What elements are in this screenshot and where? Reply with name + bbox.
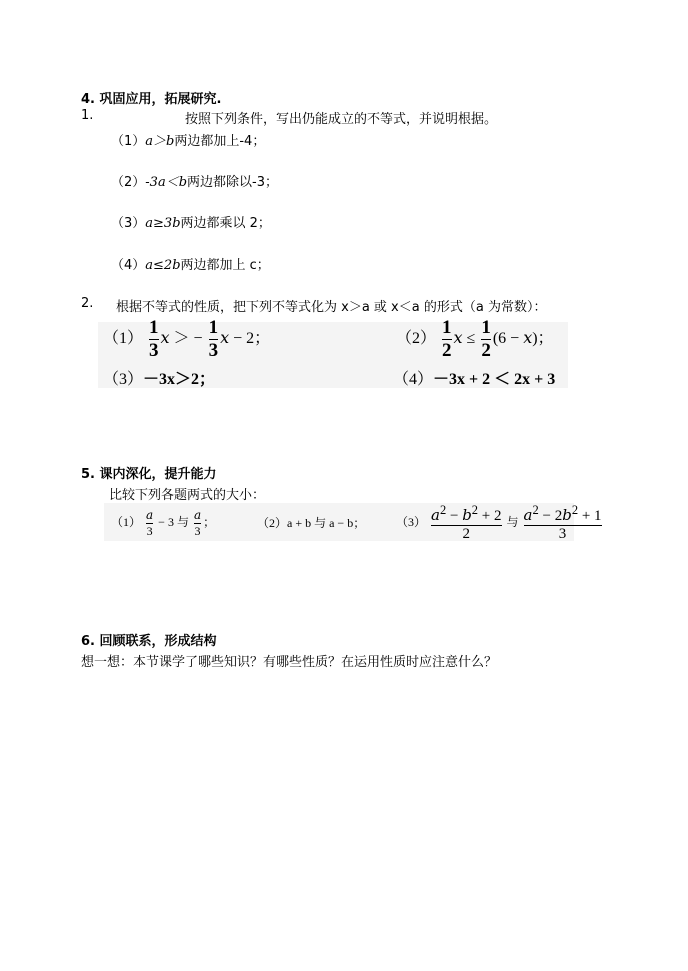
ineq-4 <box>393 366 555 389</box>
compare-3-label: （3） <box>396 515 427 529</box>
q1-item-1 <box>111 130 265 149</box>
section-4-heading: 4. 巩固应用，拓展研究. <box>81 92 222 107</box>
fraction-a-over-3: $\frac{a}{3}$ <box>146 508 154 538</box>
item-text: 两边都加上 c； <box>180 258 270 273</box>
q1-item-2 <box>111 171 278 190</box>
item-label: （2） <box>111 175 146 190</box>
q1-item-3 <box>111 212 271 231</box>
fraction-a-over-3: $\frac{a}{3}$ <box>193 508 202 538</box>
fraction-one-third: $\frac{1}{3}$ <box>149 317 159 361</box>
ineq-1: （1） $\frac{1}{3}$ x ＞ − $\frac{1}{3}$ x − 2； <box>103 317 271 361</box>
yu-word: 与 <box>176 515 189 529</box>
ineq-2-label: （2） <box>396 330 437 348</box>
q1-number: 1. <box>81 108 94 123</box>
ineq-3 <box>103 366 215 389</box>
item-text: 两边都乘以 2； <box>180 216 271 231</box>
item-label: （4） <box>111 258 146 273</box>
item-expr: a≤2b <box>145 258 181 273</box>
section-5-heading: 5. 课内深化，提升能力 <box>81 467 217 482</box>
fraction-expr-over-3: $\frac{a^2 - 2b^2 + 1}{3}$ <box>523 502 602 543</box>
yu-word: 与 <box>506 515 519 529</box>
ineq-4-expr: －3x + 2 ＜ 2x + 3 <box>433 371 556 388</box>
compare-2-label: （2） <box>257 516 288 530</box>
item-text: 两边都加上-4； <box>174 134 266 149</box>
fraction-one-half: $\frac{1}{2}$ <box>442 317 452 361</box>
q1-text: 按照下列条件，写出仍能成立的不等式，并说明根据。 <box>185 112 498 127</box>
compare-2-expr: a + b 与 a − b； <box>287 516 366 530</box>
section-6-heading: 6. 回顾联系，形成结构 <box>81 634 217 649</box>
item-text: 两边都除以-3； <box>187 175 278 190</box>
q1-item-4 <box>111 254 270 273</box>
s6-text: 想一想：本节课学了哪些知识？有哪些性质？在运用性质时应注意什么？ <box>81 655 498 670</box>
item-expr: a≥3b <box>145 216 181 231</box>
q2-text: 根据不等式的性质，把下列不等式化为 x＞a 或 x＜a 的形式（a 为常数）： <box>116 300 547 315</box>
item-label: （3） <box>111 216 146 231</box>
ineq-4-label: （4） <box>393 371 434 388</box>
ineq-3-label: （3） <box>103 371 144 388</box>
compare-2 <box>257 514 365 531</box>
compare-1: （1） $\frac{a}{3}$ − 3 与 $\frac{a}{3}$ ； <box>111 508 216 538</box>
fraction-one-half: $\frac{1}{2}$ <box>481 317 491 361</box>
item-expr: -3a＜b <box>145 175 188 190</box>
item-label: （1） <box>111 134 146 149</box>
fraction-one-third: $\frac{1}{3}$ <box>208 317 219 361</box>
compare-3 <box>396 503 604 543</box>
item-expr: a＞b <box>145 134 175 149</box>
s5-intro: 比较下列各题两式的大小： <box>109 488 266 503</box>
compare-1-label: （1） <box>111 515 142 529</box>
ineq-2: （2） $\frac{1}{2}$ x ≤ $\frac{1}{2}$ (6 − x)； <box>396 317 554 361</box>
ineq-1-label: （1） <box>103 330 144 348</box>
q2-number: 2. <box>81 296 94 311</box>
ineq-3-expr: －3x＞2； <box>143 371 216 388</box>
fraction-expr-over-2: $\frac{a^2 - b^2 + 2}{2}$ <box>431 502 502 543</box>
